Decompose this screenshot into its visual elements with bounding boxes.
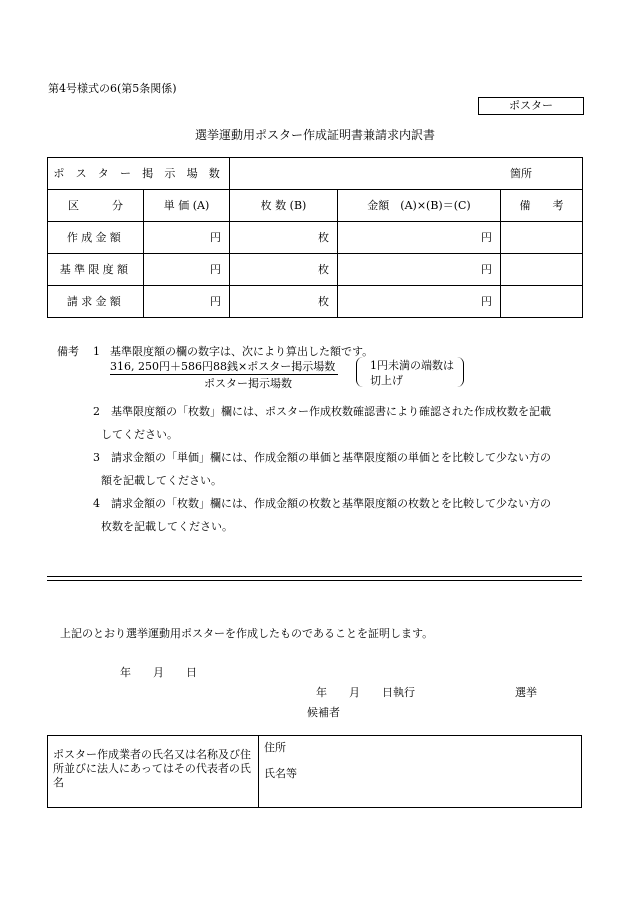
formula-numerator: 316, 250円＋586円88銭×ポスター掲示場数: [110, 360, 336, 373]
fraction-line: [110, 374, 338, 375]
col-header-remarks: 備 考: [501, 190, 583, 222]
form-number: 第4号様式の6(第5条関係): [48, 82, 177, 95]
notes-heading-label: 備考: [57, 345, 79, 358]
note2-line2: してください。: [101, 428, 178, 441]
remarks-cell[interactable]: [501, 286, 583, 318]
unit-price-cell[interactable]: 円: [144, 222, 230, 254]
divider-line-bottom: [47, 580, 582, 581]
rounding-note-line2: 切上げ: [370, 374, 403, 387]
amount-cell[interactable]: 円: [338, 254, 501, 286]
row-label: 基準限度額: [48, 254, 144, 286]
header-row: [48, 190, 583, 222]
amount-cell[interactable]: 円: [338, 222, 501, 254]
row-label: 作成金額: [48, 222, 144, 254]
count-cell[interactable]: 枚: [230, 286, 338, 318]
candidate-label: 候補者: [307, 706, 340, 719]
maker-label: ポスター作成業者の氏名又は名称及び住所並びに法人にあってはその代表者の氏名: [53, 748, 251, 789]
divider-line-top: [47, 576, 582, 577]
col-header-category: 区 分: [48, 190, 144, 222]
sites-row: [48, 158, 583, 190]
maker-box-divider: [258, 736, 259, 807]
note3-line1: 3 請求金額の「単価」欄には、作成金額の単価と基準限度額の単価とを比較して少ない方の: [93, 451, 551, 464]
note3-line2: 額を記載してください。: [101, 474, 222, 487]
election-date[interactable]: 年 月 日執行: [316, 686, 415, 699]
note4-line1: 4 請求金額の「枚数」欄には、作成金額の枚数と基準限度額の枚数とを比較して少ない方の: [93, 497, 551, 510]
unit-price-cell[interactable]: 円: [144, 286, 230, 318]
election-label: 選挙: [515, 686, 537, 699]
table-row: [48, 286, 583, 318]
sites-unit: 箇所: [510, 166, 533, 180]
note4-line2: 枚数を記載してください。: [101, 520, 233, 533]
name-field[interactable]: 氏名等: [264, 767, 297, 780]
table-row: [48, 254, 583, 286]
note2-line1: 2 基準限度額の「枚数」欄には、ポスター作成枚数確認書により確認された作成枚数を記載: [93, 405, 551, 418]
address-field[interactable]: 住所: [264, 741, 286, 754]
poster-cost-table: [47, 157, 583, 318]
remarks-cell[interactable]: [501, 254, 583, 286]
sites-label: ポ ス タ ー 掲 示 場 数: [48, 158, 230, 190]
table-row: [48, 222, 583, 254]
formula-denominator: ポスター掲示場数: [204, 377, 292, 390]
col-header-unit-price: 単 価 (A): [144, 190, 230, 222]
note1-number: 1: [93, 345, 100, 358]
rounding-note-line1: 1円未満の端数は: [370, 359, 454, 372]
amount-cell[interactable]: 円: [338, 286, 501, 318]
sites-value: [230, 158, 583, 190]
maker-info-box: [47, 735, 582, 808]
count-cell[interactable]: 枚: [230, 254, 338, 286]
document-title: 選挙運動用ポスター作成証明書兼請求内訳書: [194, 128, 435, 142]
remarks-cell[interactable]: [501, 222, 583, 254]
unit-price-cell[interactable]: 円: [144, 254, 230, 286]
row-label: 請求金額: [48, 286, 144, 318]
col-header-amount: 金額 (A)×(B)＝(C): [338, 190, 501, 222]
certification-statement: 上記のとおり選挙運動用ポスターを作成したものであることを証明します。: [60, 627, 434, 640]
note1-text: 基準限度額の欄の数字は、次により算出した額です。: [110, 345, 374, 358]
certification-date[interactable]: 年 月 日: [120, 666, 197, 679]
notes-heading: [57, 345, 373, 358]
col-header-count: 枚 数 (B): [230, 190, 338, 222]
count-cell[interactable]: 枚: [230, 222, 338, 254]
form-type-box: ポスター: [478, 97, 584, 115]
